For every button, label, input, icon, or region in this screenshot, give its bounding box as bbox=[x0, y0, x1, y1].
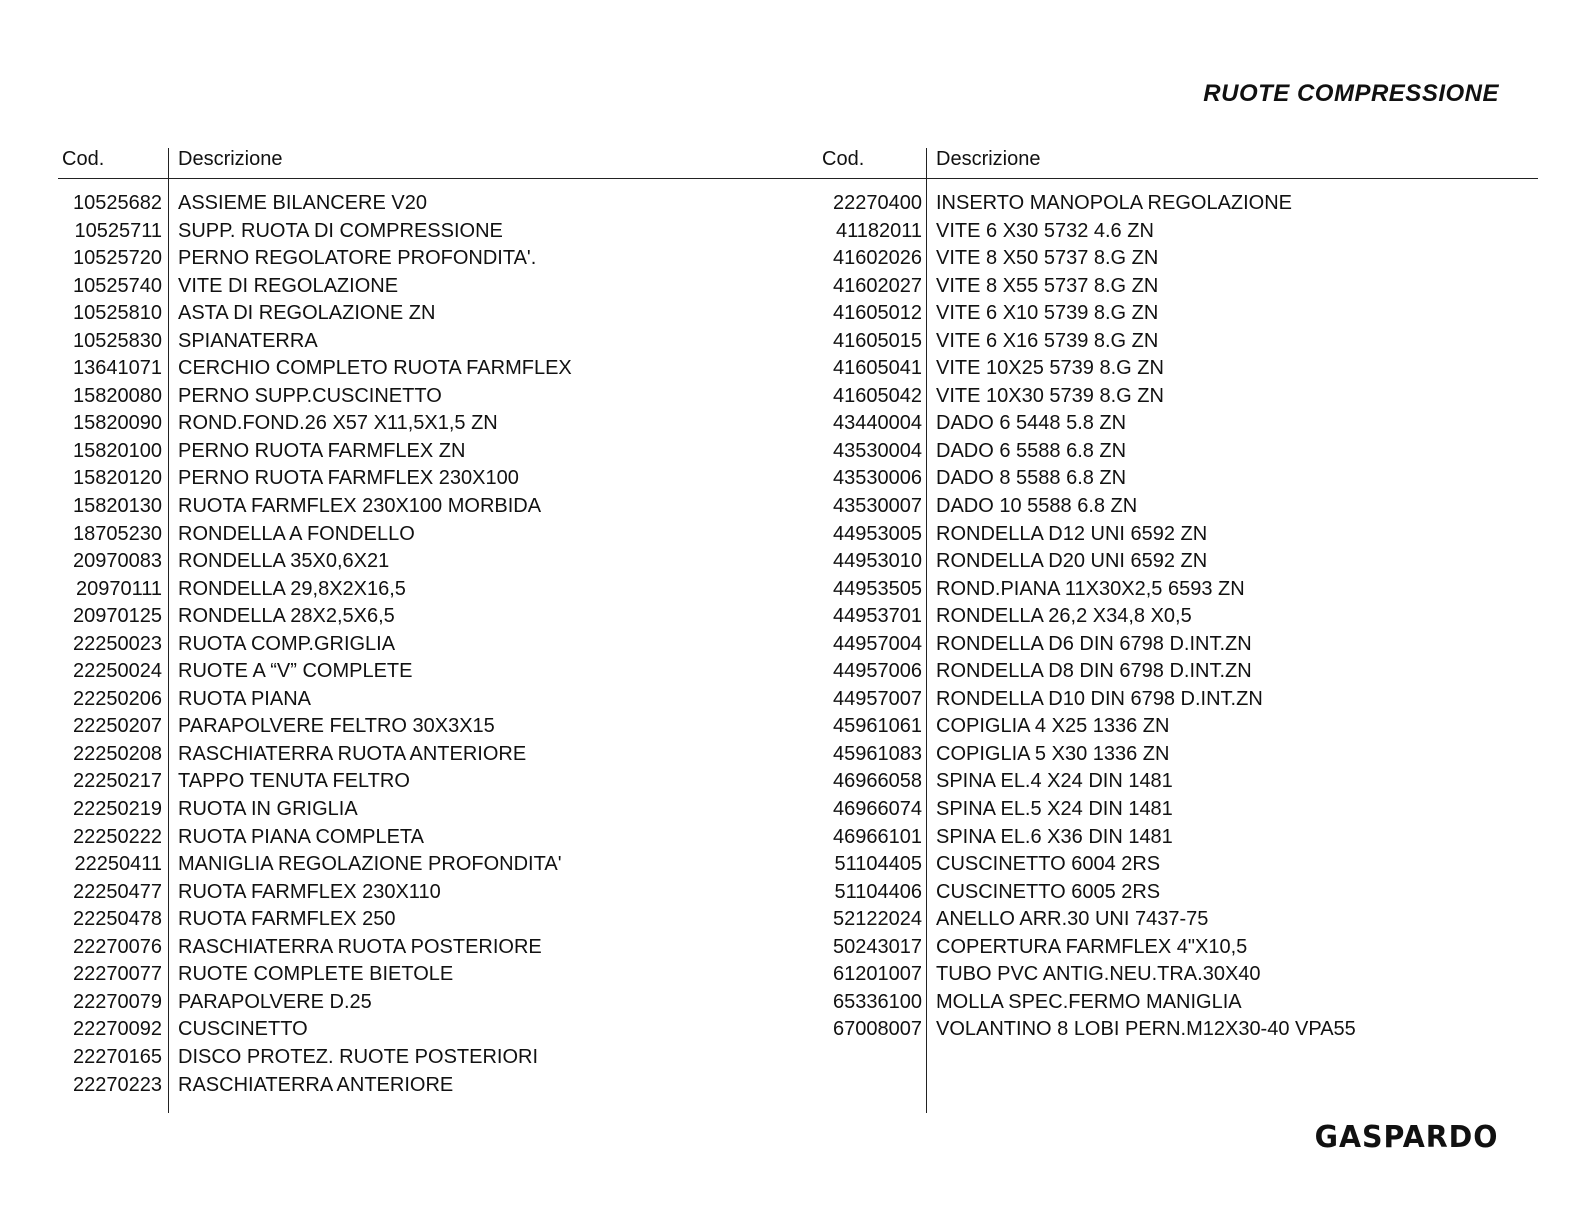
header-code: Cod. bbox=[62, 148, 105, 170]
part-description: RONDELLA D10 DIN 6798 D.INT.ZN bbox=[936, 687, 1263, 710]
part-description: ANELLO ARR.30 UNI 7437-75 bbox=[936, 908, 1209, 931]
part-description: DADO 8 5588 6.8 ZN bbox=[936, 467, 1127, 490]
part-code: 22250024 bbox=[73, 660, 162, 683]
part-description: SPINA EL.4 X24 DIN 1481 bbox=[936, 770, 1173, 793]
part-description: COPIGLIA 5 X30 1336 ZN bbox=[936, 742, 1170, 765]
part-description: VITE DI REGOLAZIONE bbox=[178, 274, 399, 297]
part-description: PARAPOLVERE FELTRO 30X3X15 bbox=[178, 715, 495, 738]
table-row bbox=[818, 879, 1538, 907]
table-row bbox=[58, 741, 828, 769]
part-code: 41605012 bbox=[833, 302, 922, 325]
part-description: COPERTURA FARMFLEX 4"X10,5 bbox=[936, 935, 1248, 958]
part-description: RUOTA PIANA COMPLETA bbox=[178, 825, 424, 848]
part-description: RUOTA PIANA bbox=[178, 687, 311, 710]
part-code: 41182011 bbox=[835, 219, 922, 242]
table-row bbox=[818, 328, 1538, 356]
part-code: 22270165 bbox=[73, 1045, 162, 1068]
part-description: TAPPO TENUTA FELTRO bbox=[178, 770, 410, 793]
part-description: DISCO PROTEZ. RUOTE POSTERIORI bbox=[178, 1045, 539, 1068]
table-row bbox=[58, 906, 828, 934]
part-code: 44953005 bbox=[833, 522, 922, 545]
part-description: RONDELLA D12 UNI 6592 ZN bbox=[936, 522, 1208, 545]
table-row bbox=[58, 1044, 828, 1072]
table-row bbox=[818, 768, 1538, 796]
table-row bbox=[58, 548, 828, 576]
part-description: MOLLA SPEC.FERMO MANIGLIA bbox=[936, 990, 1242, 1013]
parts-table-left bbox=[58, 148, 828, 1096]
part-code: 10525740 bbox=[73, 274, 162, 297]
part-code: 61201007 bbox=[833, 963, 922, 986]
part-code: 15820120 bbox=[73, 467, 162, 490]
part-description: RONDELLA 35X0,6X21 bbox=[178, 550, 390, 573]
part-code: 10525720 bbox=[73, 247, 162, 270]
table-row bbox=[58, 989, 828, 1017]
part-code: 22270223 bbox=[73, 1073, 162, 1096]
part-code: 51104406 bbox=[834, 880, 922, 903]
part-code: 22250208 bbox=[73, 742, 162, 765]
part-description: INSERTO MANOPOLA REGOLAZIONE bbox=[936, 192, 1293, 214]
header-code: Cod. bbox=[822, 148, 865, 170]
header-underline bbox=[58, 178, 828, 179]
part-description: ASTA DI REGOLAZIONE ZN bbox=[178, 302, 436, 325]
part-code: 44953010 bbox=[833, 550, 922, 573]
table-row bbox=[58, 1016, 828, 1044]
part-code: 46966074 bbox=[833, 798, 922, 821]
table-row bbox=[58, 190, 828, 218]
part-description: VOLANTINO 8 LOBI PERN.M12X30-40 VPA55 bbox=[936, 1018, 1356, 1041]
header-description: Descrizione bbox=[936, 148, 1041, 170]
header-description: Descrizione bbox=[178, 148, 283, 170]
table-row bbox=[818, 383, 1538, 411]
table-row bbox=[58, 465, 828, 493]
part-description: SUPP. RUOTA DI COMPRESSIONE bbox=[178, 219, 503, 242]
table-row bbox=[58, 603, 828, 631]
part-code: 22250207 bbox=[73, 715, 162, 738]
part-code: 50243017 bbox=[833, 935, 922, 958]
part-code: 22270076 bbox=[73, 935, 162, 958]
part-description: PERNO REGOLATORE PROFONDITA'. bbox=[178, 247, 537, 270]
part-description: DADO 6 5588 6.8 ZN bbox=[936, 439, 1127, 462]
table-row bbox=[58, 713, 828, 741]
table-row bbox=[818, 273, 1538, 301]
table-row bbox=[818, 713, 1538, 741]
part-description: TUBO PVC ANTIG.NEU.TRA.30X40 bbox=[936, 963, 1261, 986]
part-description: RUOTA IN GRIGLIA bbox=[178, 798, 358, 821]
table-row bbox=[818, 548, 1538, 576]
part-description: RONDELLA D6 DIN 6798 D.INT.ZN bbox=[936, 632, 1252, 655]
part-code: 41605015 bbox=[833, 329, 922, 352]
part-code: 20970111 bbox=[75, 577, 162, 600]
part-code: 22250478 bbox=[73, 908, 162, 931]
part-code: 22250219 bbox=[73, 798, 162, 821]
part-code: 41602026 bbox=[833, 247, 922, 270]
part-code: 51104405 bbox=[834, 853, 922, 876]
table-row bbox=[58, 521, 828, 549]
table-row bbox=[58, 493, 828, 521]
table-row bbox=[818, 961, 1538, 989]
table-row bbox=[58, 328, 828, 356]
part-code: 43440004 bbox=[833, 412, 922, 435]
part-code: 65336100 bbox=[833, 990, 922, 1013]
part-code: 44953505 bbox=[833, 577, 922, 600]
table-row bbox=[818, 410, 1538, 438]
part-code: 22270400 bbox=[833, 192, 922, 214]
table-row bbox=[58, 879, 828, 907]
part-code: 22250411 bbox=[74, 853, 162, 876]
table-row bbox=[58, 768, 828, 796]
table-row bbox=[58, 383, 828, 411]
part-description: PERNO RUOTA FARMFLEX ZN bbox=[178, 439, 466, 462]
part-description: RUOTA FARMFLEX 250 bbox=[178, 908, 396, 931]
table-row bbox=[58, 245, 828, 273]
part-code: 43530007 bbox=[833, 495, 922, 518]
part-description: COPIGLIA 4 X25 1336 ZN bbox=[936, 715, 1170, 738]
part-description: VITE 8 X50 5737 8.G ZN bbox=[936, 247, 1159, 270]
page-title: RUOTE COMPRESSIONE bbox=[1203, 80, 1499, 107]
part-code: 44953701 bbox=[833, 605, 922, 628]
table-row bbox=[818, 631, 1538, 659]
part-code: 22250477 bbox=[73, 880, 162, 903]
table-rows bbox=[58, 190, 828, 1099]
part-description: RONDELLA D8 DIN 6798 D.INT.ZN bbox=[936, 660, 1252, 683]
part-description: VITE 10X30 5739 8.G ZN bbox=[936, 384, 1164, 407]
table-row bbox=[58, 824, 828, 852]
part-code: 44957006 bbox=[833, 660, 922, 683]
part-code: 15820080 bbox=[73, 384, 162, 407]
part-code: 41605041 bbox=[833, 357, 922, 380]
part-code: 44957004 bbox=[833, 632, 922, 655]
table-row bbox=[818, 934, 1538, 962]
part-description: RUOTA FARMFLEX 230X110 bbox=[178, 880, 441, 903]
part-code: 10525810 bbox=[73, 302, 162, 325]
table-row bbox=[818, 438, 1538, 466]
part-description: CUSCINETTO 6004 2RS bbox=[936, 853, 1161, 876]
part-code: 15820130 bbox=[73, 495, 162, 518]
part-description: ROND.PIANA 11X30X2,5 6593 ZN bbox=[936, 577, 1245, 600]
part-code: 46966101 bbox=[833, 825, 922, 848]
part-code: 15820090 bbox=[73, 412, 162, 435]
part-code: 20970125 bbox=[73, 605, 162, 628]
part-code: 22270092 bbox=[73, 1018, 162, 1041]
part-description: RONDELLA 28X2,5X6,5 bbox=[178, 605, 395, 628]
part-description: RUOTE A “V” COMPLETE bbox=[178, 660, 413, 683]
part-description: RONDELLA 29,8X2X16,5 bbox=[178, 577, 406, 600]
table-row bbox=[818, 796, 1538, 824]
part-description: ROND.FOND.26 X57 X11,5X1,5 ZN bbox=[178, 412, 498, 435]
table-row bbox=[58, 1072, 828, 1100]
part-description: RASCHIATERRA RUOTA ANTERIORE bbox=[178, 742, 527, 765]
part-description: PERNO RUOTA FARMFLEX 230X100 bbox=[178, 467, 519, 490]
table-row bbox=[818, 906, 1538, 934]
table-row bbox=[818, 658, 1538, 686]
part-code: 67008007 bbox=[833, 1018, 922, 1041]
table-row bbox=[58, 796, 828, 824]
part-description: ASSIEME BILANCERE V20 bbox=[178, 192, 427, 214]
part-description: RUOTE COMPLETE BIETOLE bbox=[178, 963, 454, 986]
part-description: VITE 10X25 5739 8.G ZN bbox=[936, 357, 1164, 380]
table-row bbox=[818, 355, 1538, 383]
part-code: 45961061 bbox=[833, 715, 922, 738]
table-row bbox=[818, 245, 1538, 273]
part-code: 22250023 bbox=[73, 632, 162, 655]
table-row bbox=[58, 631, 828, 659]
table-row bbox=[818, 686, 1538, 714]
part-code: 10525711 bbox=[74, 219, 162, 242]
part-description: RUOTA FARMFLEX 230X100 MORBIDA bbox=[178, 495, 542, 518]
table-row bbox=[818, 851, 1538, 879]
table-row bbox=[818, 190, 1538, 218]
part-code: 15820100 bbox=[73, 439, 162, 462]
part-code: 22270077 bbox=[73, 963, 162, 986]
part-code: 13641071 bbox=[73, 357, 162, 380]
part-code: 44957007 bbox=[833, 687, 922, 710]
table-row bbox=[818, 521, 1538, 549]
part-description: MANIGLIA REGOLAZIONE PROFONDITA' bbox=[178, 853, 562, 876]
part-description: VITE 6 X10 5739 8.G ZN bbox=[936, 302, 1159, 325]
parts-table-right bbox=[818, 148, 1538, 1041]
part-description: SPINA EL.5 X24 DIN 1481 bbox=[936, 798, 1173, 821]
part-code: 20970083 bbox=[73, 550, 162, 573]
table-row bbox=[818, 300, 1538, 328]
part-description: RUOTA COMP.GRIGLIA bbox=[178, 632, 396, 655]
table-row bbox=[58, 576, 828, 604]
part-description: DADO 10 5588 6.8 ZN bbox=[936, 495, 1138, 518]
part-description: RONDELLA 26,2 X34,8 X0,5 bbox=[936, 605, 1192, 628]
table-header bbox=[58, 148, 828, 176]
brand-logo: GASPARDO bbox=[1314, 1120, 1498, 1155]
table-row bbox=[58, 273, 828, 301]
part-description: VITE 8 X55 5737 8.G ZN bbox=[936, 274, 1159, 297]
table-row bbox=[818, 493, 1538, 521]
table-row bbox=[818, 576, 1538, 604]
table-row bbox=[58, 438, 828, 466]
part-description: CERCHIO COMPLETO RUOTA FARMFLEX bbox=[178, 357, 572, 380]
table-row bbox=[58, 961, 828, 989]
table-row bbox=[58, 218, 828, 246]
part-code: 52122024 bbox=[833, 908, 922, 931]
table-row bbox=[58, 934, 828, 962]
table-row bbox=[818, 824, 1538, 852]
header-underline bbox=[818, 178, 1538, 179]
part-code: 22270079 bbox=[73, 990, 162, 1013]
part-description: CUSCINETTO 6005 2RS bbox=[936, 880, 1161, 903]
part-description: RONDELLA A FONDELLO bbox=[178, 522, 415, 545]
part-description: VITE 6 X30 5732 4.6 ZN bbox=[936, 219, 1154, 242]
part-description: CUSCINETTO bbox=[178, 1018, 308, 1041]
part-description: RASCHIATERRA ANTERIORE bbox=[178, 1073, 454, 1096]
table-row bbox=[58, 300, 828, 328]
part-code: 10525682 bbox=[73, 192, 162, 214]
table-row bbox=[58, 686, 828, 714]
table-row bbox=[818, 741, 1538, 769]
table-row bbox=[818, 603, 1538, 631]
part-description: RASCHIATERRA RUOTA POSTERIORE bbox=[178, 935, 542, 958]
table-row bbox=[818, 1016, 1538, 1044]
part-code: 22250222 bbox=[73, 825, 162, 848]
part-code: 46966058 bbox=[833, 770, 922, 793]
part-code: 22250217 bbox=[73, 770, 162, 793]
table-row bbox=[58, 355, 828, 383]
table-row bbox=[818, 465, 1538, 493]
part-description: PERNO SUPP.CUSCINETTO bbox=[178, 384, 442, 407]
table-row bbox=[818, 218, 1538, 246]
table-row bbox=[58, 658, 828, 686]
part-description: VITE 6 X16 5739 8.G ZN bbox=[936, 329, 1159, 352]
table-row bbox=[58, 410, 828, 438]
part-code: 41605042 bbox=[833, 384, 922, 407]
part-code: 43530006 bbox=[833, 467, 922, 490]
part-description: RONDELLA D20 UNI 6592 ZN bbox=[936, 550, 1208, 573]
part-description: DADO 6 5448 5.8 ZN bbox=[936, 412, 1127, 435]
part-description: PARAPOLVERE D.25 bbox=[178, 990, 372, 1013]
part-code: 22250206 bbox=[73, 687, 162, 710]
part-description: SPIANATERRA bbox=[178, 329, 318, 352]
part-code: 41602027 bbox=[833, 274, 922, 297]
part-code: 45961083 bbox=[833, 742, 922, 765]
part-code: 10525830 bbox=[73, 329, 162, 352]
table-row bbox=[58, 851, 828, 879]
part-description: SPINA EL.6 X36 DIN 1481 bbox=[936, 825, 1173, 848]
part-code: 43530004 bbox=[833, 439, 922, 462]
table-row bbox=[818, 989, 1538, 1017]
table-rows bbox=[818, 190, 1538, 1044]
part-code: 18705230 bbox=[73, 522, 162, 545]
